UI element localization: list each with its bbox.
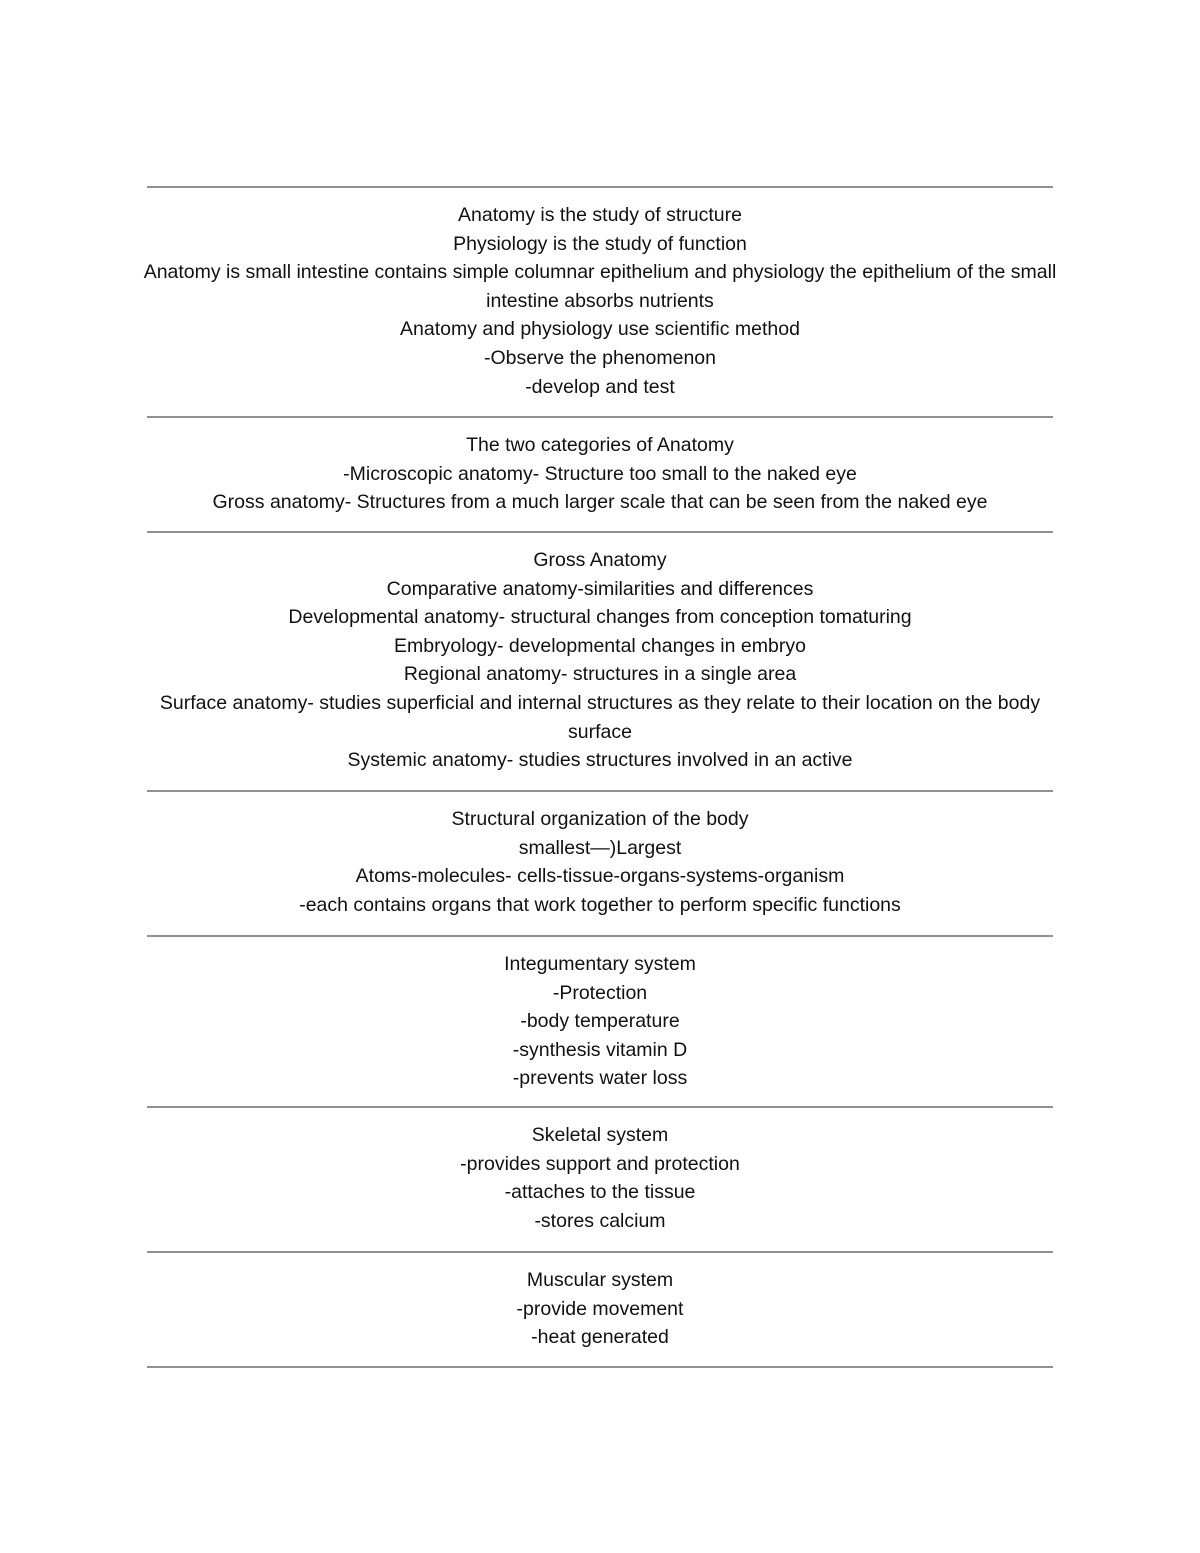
section-muscular-system [147, 1253, 1053, 1366]
section-skeletal-system [147, 1108, 1053, 1251]
text-line: -Observe the phenomenon [484, 346, 716, 369]
text-line: -develop and test [525, 375, 675, 398]
text-line: Anatomy is the study of structure [458, 204, 742, 226]
text-line: Muscular system [526, 1269, 674, 1291]
section-anatomy-physiology [143, 188, 1057, 416]
text-line: -each contains organs that work together to perform specific functions [299, 893, 901, 916]
text-line: Gross Anatomy [533, 549, 667, 571]
section-categories-of-anatomy [147, 418, 1053, 531]
text-line: -provides support and protection [460, 1152, 740, 1175]
text-line: -heat generated [531, 1326, 669, 1349]
text-line: Skeletal system [531, 1124, 669, 1146]
text-line: Structural organization of the body [451, 808, 749, 830]
divider-line [147, 1366, 1053, 1368]
text-line: The two categories of Anatomy [466, 434, 734, 456]
text-line: Anatomy and physiology use scientific method [400, 318, 800, 341]
text-line: Surface anatomy- studies superficial and internal structures as they relate to their location on the body surface [159, 691, 1041, 743]
text-line: Gross anatomy- Structures from a much larger scale that can be seen from the naked eye [212, 491, 988, 514]
text-line: -provide movement [516, 1297, 684, 1320]
notes-page [143, 186, 1057, 1368]
text-line: Regional anatomy- structures in a single area [403, 663, 797, 686]
text-line: -Microscopic anatomy- Structure too small to the naked eye [343, 462, 857, 485]
text-line: Physiology is the study of function [453, 232, 747, 255]
text-line: -attaches to the tissue [504, 1181, 696, 1204]
section-structural-organization [147, 792, 1053, 935]
text-line: -synthesis vitamin D [512, 1038, 688, 1061]
text-line: -Protection [552, 981, 648, 1004]
text-line: Atoms-molecules- cells-tissue-organs-systems-organism [355, 865, 845, 888]
text-line: Comparative anatomy-similarities and differences [386, 577, 814, 600]
section-integumentary-system [147, 937, 1053, 1106]
text-line: -prevents water loss [512, 1067, 688, 1090]
text-line: Developmental anatomy- structural changes from conception tomaturing [288, 606, 912, 629]
text-line: smallest—)Largest [518, 836, 682, 859]
section-gross-anatomy [147, 533, 1053, 790]
text-line: Embryology- developmental changes in embryo [394, 634, 806, 657]
text-line: Anatomy is small intestine contains simple columnar epithelium and physiology the epithelium of the small intestine absorbs nutrients [143, 261, 1057, 312]
text-line: -body temperature [520, 1010, 680, 1033]
text-line: Systemic anatomy- studies structures involved in an active [347, 749, 853, 772]
text-line: Integumentary system [504, 953, 696, 975]
text-line: -stores calcium [534, 1209, 666, 1232]
